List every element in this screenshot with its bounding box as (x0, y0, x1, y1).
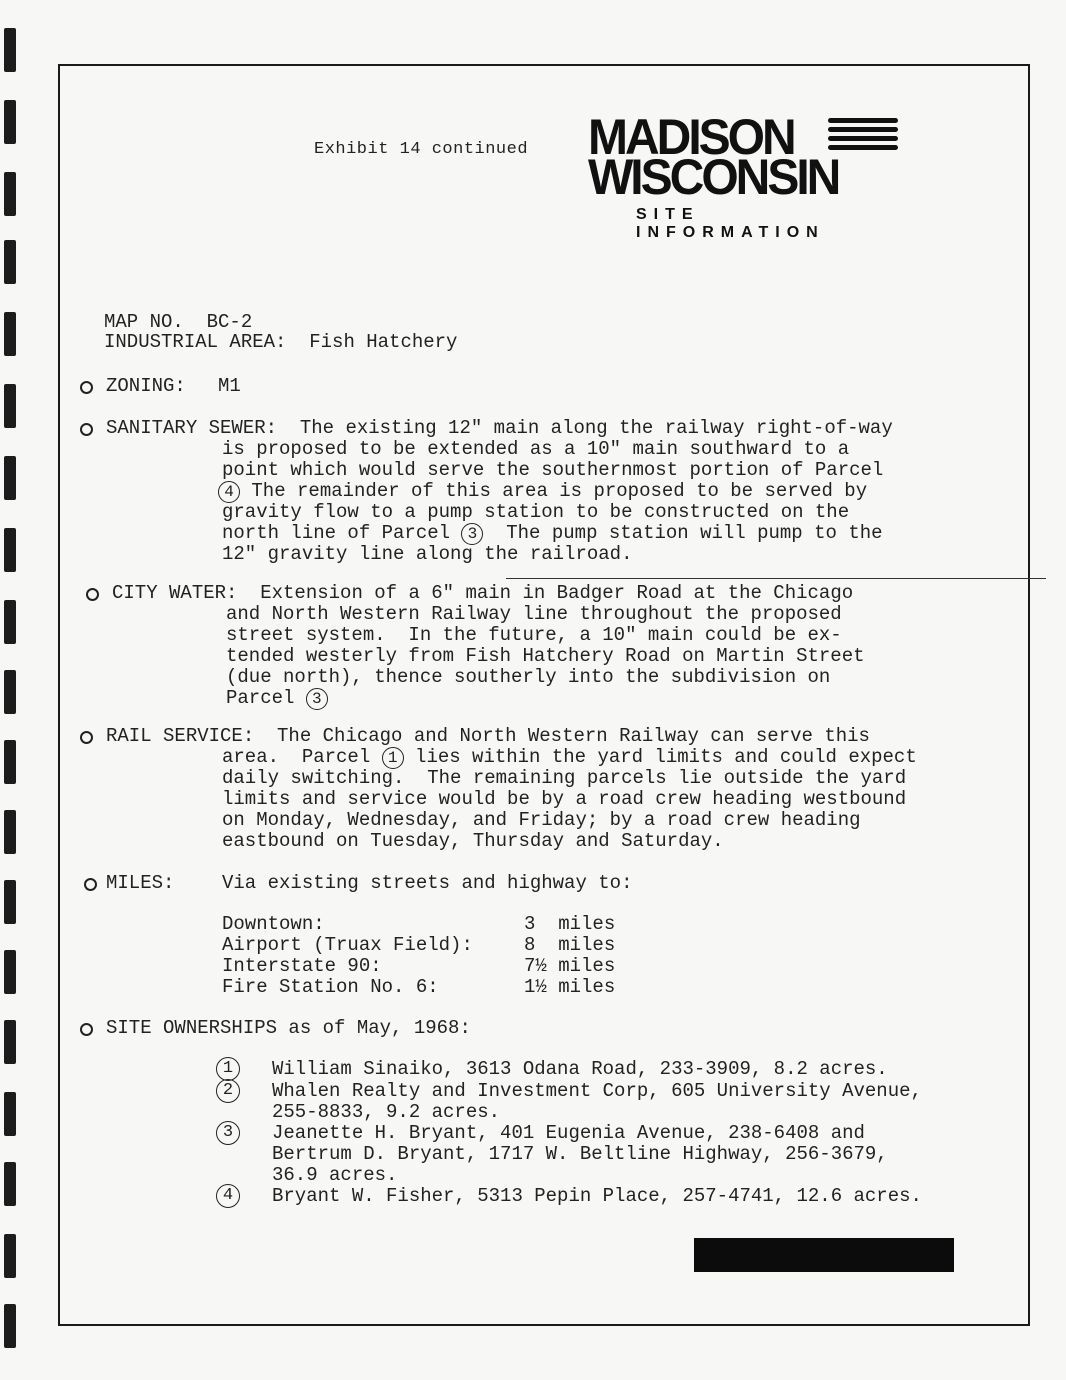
logo-line-madison: MADISON (588, 109, 794, 166)
punch-hole (4, 1234, 16, 1278)
water-line: Parcel 3 (226, 688, 328, 710)
punch-hole (4, 1092, 16, 1136)
sewer-line: gravity flow to a pump station to be constructed on the (222, 501, 850, 523)
punch-hole (4, 1162, 16, 1206)
miles-distance: 3 miles (524, 913, 616, 935)
owner-line: William Sinaiko, 3613 Odana Road, 233-3909, 8.2 acres. (272, 1058, 888, 1080)
water-waves-icon (828, 118, 898, 154)
owner-number-badge: 2 (216, 1079, 240, 1103)
rail-line: limits and service would be by a road crew heading westbound (222, 788, 907, 810)
rail-line: on Monday, Wednesday, and Friday; by a road crew heading (222, 809, 861, 831)
ownerships-label: SITE OWNERSHIPS as of May, 1968: (106, 1017, 471, 1039)
miles-place: Fire Station No. 6: (222, 976, 439, 998)
miles-distance: 7½ miles (524, 955, 616, 977)
owner-line: 255-8833, 9.2 acres. (272, 1101, 501, 1123)
owner-line: Whalen Realty and Investment Corp, 605 University Avenue, (272, 1080, 922, 1102)
miles-place: Interstate 90: (222, 955, 382, 977)
owner-line: Bryant W. Fisher, 5313 Pepin Place, 257-4741, 12.6 acres. (272, 1185, 922, 1207)
miles-label: MILES: (106, 872, 175, 894)
water-line: CITY WATER: Extension of a 6" main in Badger Road at the Chicago (112, 582, 854, 604)
owner-number-badge: 1 (216, 1057, 240, 1081)
punch-hole (4, 740, 16, 784)
owner-line: Jeanette H. Bryant, 401 Eugenia Avenue, 238-6408 and (272, 1122, 865, 1144)
industrial-area: INDUSTRIAL AREA: Fish Hatchery (104, 331, 458, 353)
punch-hole (4, 810, 16, 854)
parcel-number-badge: 3 (306, 688, 328, 710)
punch-hole (4, 950, 16, 994)
bullet-icon (80, 423, 93, 436)
zoning-value: M1 (218, 375, 241, 397)
logo-line-wisconsin: WISCONSIN (588, 149, 839, 206)
rail-line: daily switching. The remaining parcels lie outside the yard (222, 767, 907, 789)
bullet-icon (86, 588, 99, 601)
punch-hole (4, 528, 16, 572)
zoning-label: ZONING: (106, 375, 186, 397)
water-line: tended westerly from Fish Hatchery Road on Martin Street (226, 645, 865, 667)
water-line: (due north), thence southerly into the subdivision on (226, 666, 831, 688)
map-number: MAP NO. BC-2 (104, 311, 253, 333)
punch-hole (4, 240, 16, 284)
punch-hole (4, 312, 16, 356)
sewer-line: point which would serve the southernmost portion of Parcel (222, 459, 884, 481)
punch-hole (4, 100, 16, 144)
parcel-number-badge: 4 (218, 481, 240, 503)
madison-wisconsin-logo (588, 109, 918, 242)
water-line: and North Western Railway line throughout the proposed (226, 603, 842, 625)
owner-line: 36.9 acres. (272, 1164, 398, 1186)
divider-line (506, 578, 1046, 579)
sewer-line: 12" gravity line along the railroad. (222, 543, 633, 565)
punch-hole (4, 880, 16, 924)
miles-place: Airport (Truax Field): (222, 934, 473, 956)
sewer-line: is proposed to be extended as a 10" main southward to a (222, 438, 850, 460)
bullet-icon (80, 381, 93, 394)
exhibit-label: Exhibit 14 continued (314, 140, 529, 159)
owner-line: Bertrum D. Bryant, 1717 W. Beltline Highway, 256-3679, (272, 1143, 888, 1165)
water-line: street system. In the future, a 10" main could be ex- (226, 624, 842, 646)
miles-intro: Via existing streets and highway to: (222, 872, 633, 894)
sewer-line: north line of Parcel 3 The pump station will pump to the (222, 522, 883, 544)
bullet-icon (80, 1023, 93, 1036)
punch-hole (4, 600, 16, 644)
parcel-number-badge: 1 (382, 747, 404, 769)
rail-line: RAIL SERVICE: The Chicago and North Western Railway can serve this (106, 725, 870, 747)
rail-line: eastbound on Tuesday, Thursday and Saturday. (222, 830, 724, 852)
rail-line: area. Parcel 1 lies within the yard limits and could expect (222, 746, 917, 768)
bullet-icon (84, 878, 97, 891)
punch-hole (4, 670, 16, 714)
punch-hole (4, 28, 16, 72)
punch-hole (4, 172, 16, 216)
punch-hole (4, 1304, 16, 1348)
miles-distance: 1½ miles (524, 976, 616, 998)
owner-number-badge: 4 (216, 1184, 240, 1208)
owner-number-badge: 3 (216, 1121, 240, 1145)
logo-subtitle: SITE INFORMATION (636, 206, 825, 241)
miles-distance: 8 miles (524, 934, 616, 956)
bullet-icon (80, 731, 93, 744)
parcel-number-badge: 3 (461, 523, 483, 545)
punch-hole (4, 456, 16, 500)
punch-hole (4, 1020, 16, 1064)
punch-hole (4, 384, 16, 428)
miles-place: Downtown: (222, 913, 325, 935)
sewer-line: SANITARY SEWER: The existing 12" main along the railway right-of-way (106, 417, 893, 439)
redaction-bar (694, 1238, 954, 1272)
sewer-line: 4 The remainder of this area is proposed to be served by (218, 481, 867, 503)
